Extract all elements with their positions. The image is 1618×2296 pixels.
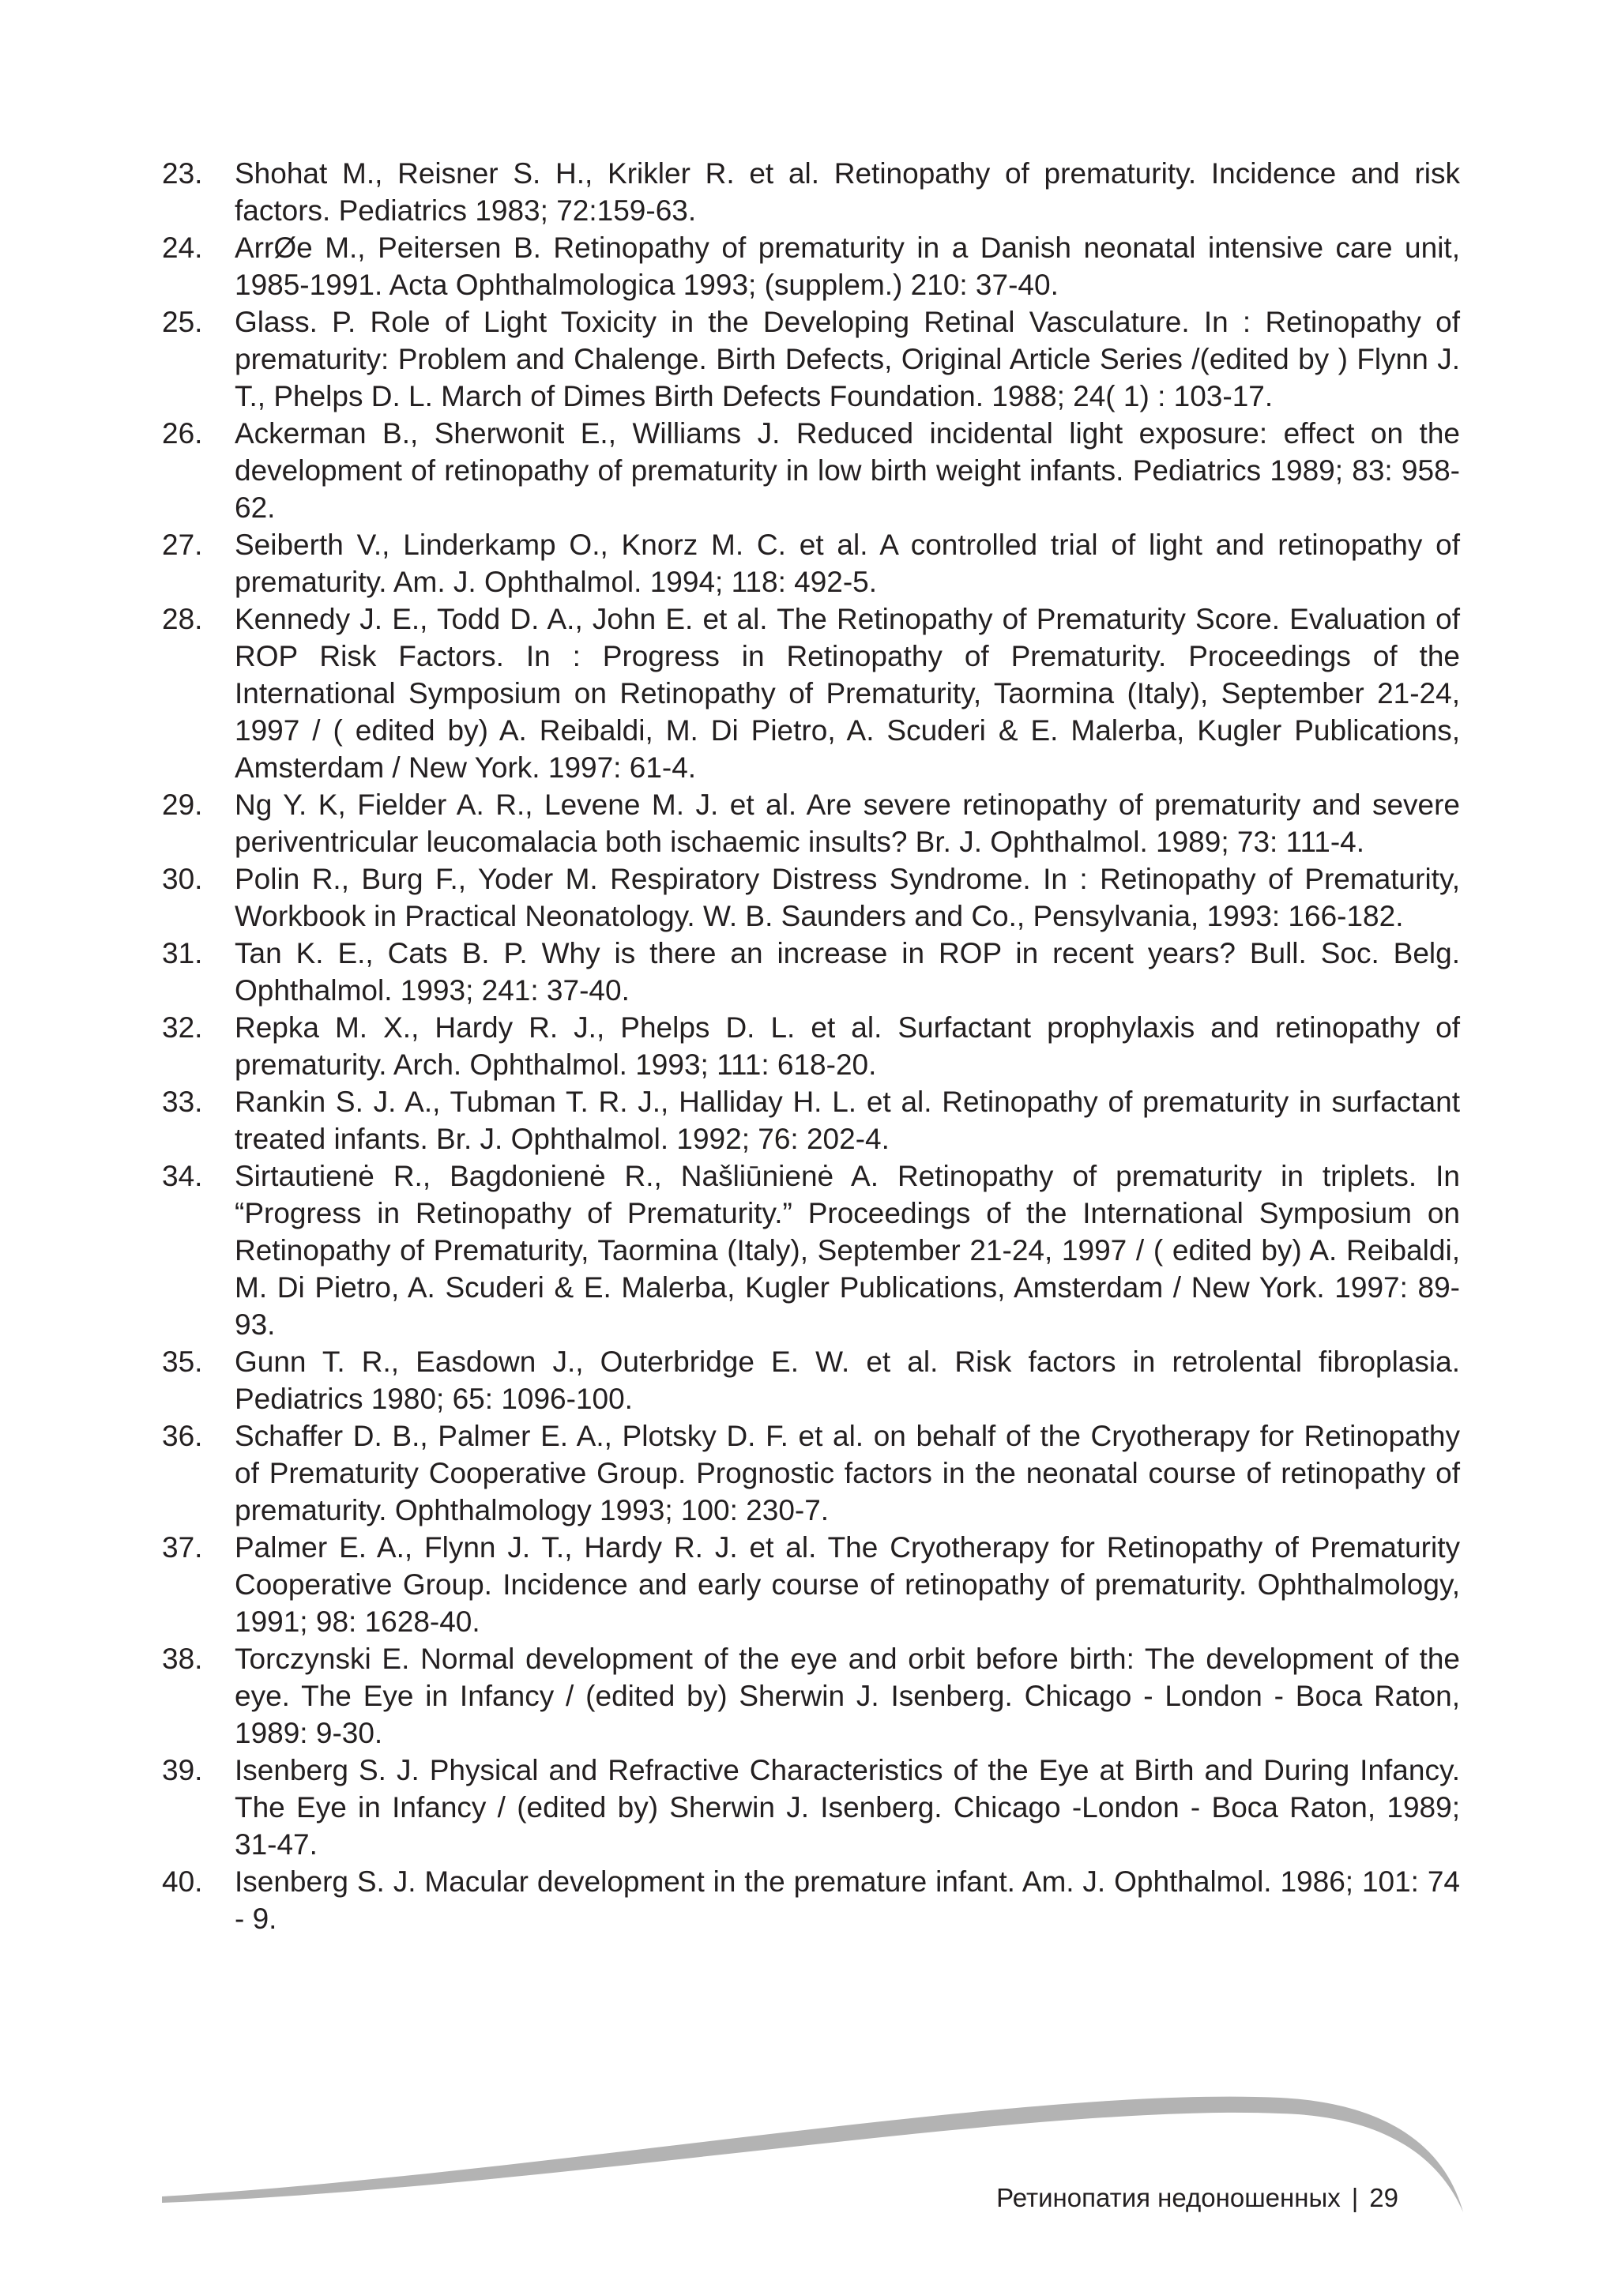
reference-text: Isenberg S. J. Macular development in the premature infant. Am. J. Ophthalmol. 1986; 101: 74 - 9. — [235, 1865, 1460, 1935]
reference-text: ArrØe M., Peitersen B. Retinopathy of prematurity in a Danish neonatal intensive care unit, 1985-1991. Acta Ophthalmologica 1993; (supplem.) 210: 37-40. — [235, 231, 1460, 301]
reference-number: 34. — [162, 1160, 203, 1192]
reference-text: Seiberth V., Linderkamp O., Knorz M. C. et al. A controlled trial of light and retinopathy of prematurity. Am. J. Ophthalmol. 1994; 118: 492-5. — [235, 529, 1460, 598]
reference-text: Sirtautienė R., Bagdonienė R., Našliūnienė A. Retinopathy of prematurity in triplets. In “Progress in Retinopathy of Prematurity.” Proceedings of the International Symposium on Retinopathy of Prematurity, Taormina (Italy), September 21-24, 1997 / ( edited by) A. Reibaldi, M. Di Pietro, A. Scuderi & E. Malerba, Kugler Publications, Amsterdam / New York. 1997: 89-93. — [235, 1160, 1460, 1341]
reference-text: Repka M. X., Hardy R. J., Phelps D. L. et al. Surfactant prophylaxis and retinopathy of prematurity. Arch. Ophthalmol. 1993; 111: 618-20. — [235, 1011, 1460, 1081]
reference-text: Tan K. E., Cats B. P. Why is there an increase in ROP in recent years? Bull. Soc. Belg. Ophthalmol. 1993; 241: 37-40. — [235, 937, 1460, 1007]
reference-item — [162, 303, 1460, 415]
reference-number: 27. — [162, 529, 203, 561]
reference-list — [162, 155, 1460, 1937]
reference-number: 31. — [162, 937, 203, 969]
reference-item — [162, 1752, 1460, 1863]
reference-text: Torczynski E. Normal development of the eye and orbit before birth: The development of the eye. The Eye in Infancy / (edited by) Sherwin J. Isenberg. Chicago - London - Boca Raton, 1989: 9-30. — [235, 1643, 1460, 1749]
reference-number: 29. — [162, 789, 203, 821]
reference-item — [162, 1157, 1460, 1343]
reference-number: 40. — [162, 1865, 203, 1898]
reference-item — [162, 1529, 1460, 1640]
reference-number: 25. — [162, 306, 203, 338]
reference-number: 33. — [162, 1086, 203, 1118]
reference-item — [162, 1343, 1460, 1417]
reference-number: 35. — [162, 1346, 203, 1378]
reference-item — [162, 935, 1460, 1009]
reference-text: Glass. P. Role of Light Toxicity in the Developing Retinal Vasculature. In : Retinopathy of prematurity: Problem and Chalenge. Birth Defects, Original Article Series /(edited by ) Flynn J. T., Phelps D. L. March of Dimes Birth Defects Foundation. 1988; 24( 1) : 103-17. — [235, 306, 1460, 412]
reference-number: 23. — [162, 157, 203, 190]
reference-text: Gunn T. R., Easdown J., Outerbridge E. W. et al. Risk factors in retrolental fibroplasia. Pediatrics 1980; 65: 1096-100. — [235, 1346, 1460, 1415]
reference-item — [162, 786, 1460, 860]
reference-text: Ackerman B., Sherwonit E., Williams J. Reduced incidental light exposure: effect on the development of retinopathy of prematurity in low birth weight infants. Pediatrics 1989; 83: 958-62. — [235, 417, 1460, 524]
page-number: 29 — [1369, 2183, 1398, 2212]
reference-item — [162, 1640, 1460, 1752]
reference-number: 24. — [162, 231, 203, 264]
page-footer — [996, 2182, 1398, 2214]
reference-number: 26. — [162, 417, 203, 450]
reference-number: 38. — [162, 1643, 203, 1675]
reference-number: 36. — [162, 1420, 203, 1452]
reference-number: 39. — [162, 1754, 203, 1786]
reference-text: Rankin S. J. A., Tubman T. R. J., Halliday H. L. et al. Retinopathy of prematurity in surfactant treated infants. Br. J. Ophthalmol. 1992; 76: 202-4. — [235, 1086, 1460, 1155]
reference-number: 37. — [162, 1531, 203, 1564]
reference-item — [162, 1083, 1460, 1157]
running-title: Ретинопатия недоношенных — [996, 2183, 1341, 2212]
reference-text: Kennedy J. E., Todd D. A., John E. et al. The Retinopathy of Prematurity Score. Evaluation of ROP Risk Factors. In : Progress in Retinopathy of Prematurity. Proceedings of the International Symposium on Retinopathy of Prematurity, Taormina (Italy), September 21-24, 1997 / ( edited by) A. Reibaldi, M. Di Pietro, A. Scuderi & E. Malerba, Kugler Publications, Amsterdam / New York. 1997: 61-4. — [235, 603, 1460, 784]
reference-text: Schaffer D. B., Palmer E. A., Plotsky D. F. et al. on behalf of the Cryotherapy for Retinopathy of Prematurity Cooperative Group. Prognostic factors in the neonatal course of retinopathy of prematurity. Ophthalmology 1993; 100: 230-7. — [235, 1420, 1460, 1526]
reference-number: 32. — [162, 1011, 203, 1044]
reference-text: Polin R., Burg F., Yoder M. Respiratory Distress Syndrome. In : Retinopathy of Prematurity, Workbook in Practical Neonatology. W. B. Saunders and Co., Pensylvania, 1993: 166-182. — [235, 863, 1460, 932]
reference-item — [162, 860, 1460, 935]
reference-item — [162, 415, 1460, 526]
reference-item — [162, 1863, 1460, 1937]
reference-text: Shohat M., Reisner S. H., Krikler R. et al. Retinopathy of prematurity. Incidence and risk factors. Pediatrics 1983; 72:159-63. — [235, 157, 1460, 227]
reference-number: 28. — [162, 603, 203, 635]
reference-text: Palmer E. A., Flynn J. T., Hardy R. J. et al. The Cryotherapy for Retinopathy of Prematurity Cooperative Group. Incidence and early course of retinopathy of prematurity. Ophthalmology, 1991; 98: 1628-40. — [235, 1531, 1460, 1638]
reference-item — [162, 526, 1460, 600]
reference-number: 30. — [162, 863, 203, 895]
reference-item — [162, 155, 1460, 229]
reference-item — [162, 1009, 1460, 1083]
reference-item — [162, 600, 1460, 786]
reference-text: Ng Y. K, Fielder A. R., Levene M. J. et al. Are severe retinopathy of prematurity and severe periventricular leucomalacia both ischaemic insults? Br. J. Ophthalmol. 1989; 73: 111-4. — [235, 789, 1460, 858]
reference-item — [162, 1417, 1460, 1529]
footer-separator: | — [1351, 2183, 1359, 2212]
reference-text: Isenberg S. J. Physical and Refractive Characteristics of the Eye at Birth and During Infancy. The Eye in Infancy / (edited by) Sherwin J. Isenberg. Chicago -London - Boca Raton, 1989; 31-47. — [235, 1754, 1460, 1861]
reference-item — [162, 229, 1460, 303]
